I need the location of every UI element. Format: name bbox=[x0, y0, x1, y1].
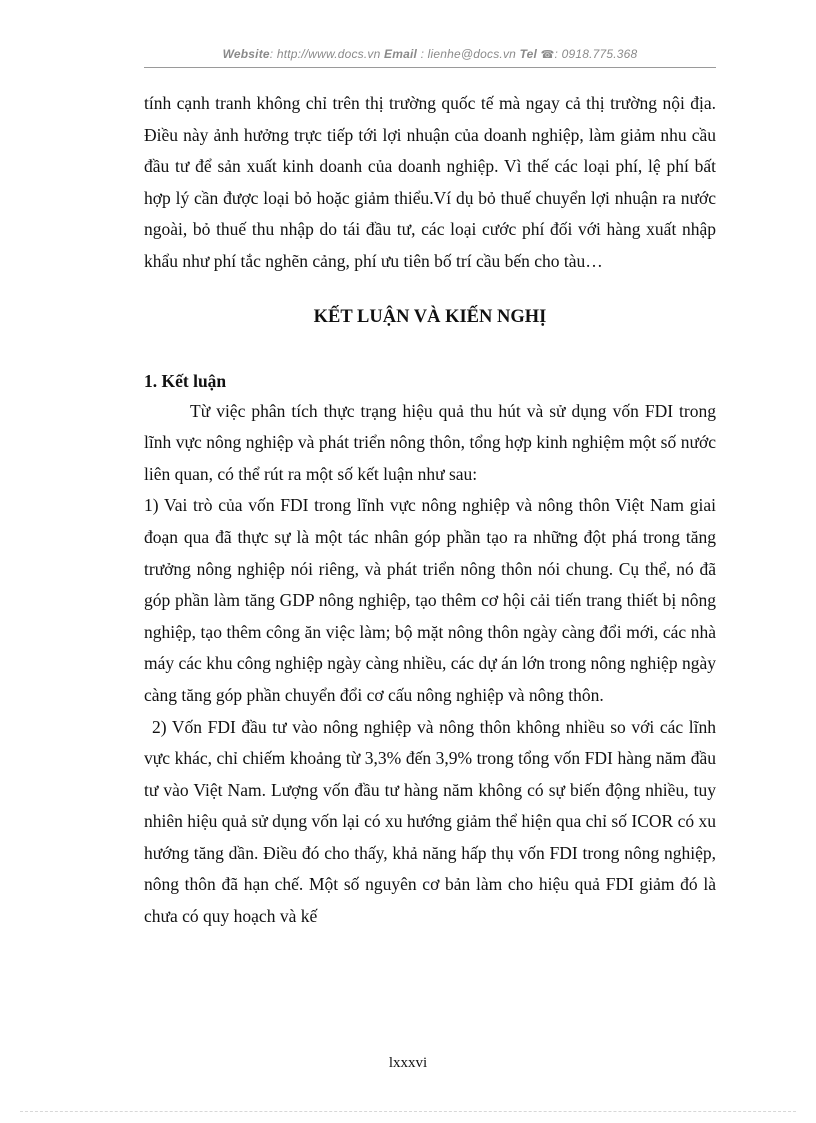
paragraph-point-1: 1) Vai trò của vốn FDI trong lĩnh vực nông nghiệp và nông thôn Việt Nam giai đoạn qua đã thực sự là một tác nhân góp phần tạo ra những đột phá trong tăng trưởng nông nghiệp nói riêng, và phát triển nông thôn nói chung. Cụ thể, nó đã góp phần làm tăng GDP nông nghiệp, tạo thêm cơ hội cải tiến trang thiết bị nông nghiệp, tạo thêm công ăn việc làm; bộ mặt nông thôn ngày càng đổi mới, các nhà máy các khu công nghiệp ngày càng nhiều, các dự án lớn trong nông nghiệp ngày càng tăng góp phần chuyển đổi cơ cấu nông nghiệp và nông thôn. bbox=[144, 495, 716, 705]
phone-icon: ☎ bbox=[540, 49, 555, 61]
page-header bbox=[144, 47, 716, 68]
tel-label: Tel bbox=[519, 47, 538, 61]
section-title: KẾT LUẬN VÀ KIẾN NGHỊ bbox=[313, 306, 547, 327]
subheading-conclusion: 1. Kết luận bbox=[144, 370, 227, 391]
email-label: Email bbox=[384, 47, 418, 61]
page-bottom-divider bbox=[20, 1111, 796, 1112]
document-body bbox=[144, 88, 716, 933]
website-value: : http://www.docs.vn bbox=[269, 47, 381, 61]
page-number: lxxxvi bbox=[388, 1055, 428, 1071]
tel-value: : 0918.775.368 bbox=[554, 47, 638, 61]
paragraph-continued: tính cạnh tranh không chỉ trên thị trường quốc tế mà ngay cả thị trường nội địa. Điều này ảnh hưởng trực tiếp tới lợi nhuận của doanh nghiệp, làm giảm nhu cầu đầu tư để sản xuất kinh doanh của doanh nghiệp. Vì thế các loại phí, lệ phí bất hợp lý cần được loại bỏ hoặc giảm thiểu.Ví dụ bỏ thuế chuyển lợi nhuận ra nước ngoài, bỏ thuế thu nhập do tái đầu tư, các loại cước phí đối với hàng xuất nhập khẩu như phí tắc nghẽn cảng, phí ưu tiên bố trí cầu bến cho tàu… bbox=[144, 93, 716, 271]
paragraph-intro: Từ việc phân tích thực trạng hiệu quả thu hút và sử dụng vốn FDI trong lĩnh vực nông nghiệp và phát triển nông thôn, tổng hợp kinh nghiệm một số nước liên quan, có thể rút ra một số kết luận như sau: bbox=[144, 400, 716, 484]
website-label: Website bbox=[222, 47, 270, 61]
paragraph-point-2: 2) Vốn FDI đầu tư vào nông nghiệp và nông thôn không nhiều so với các lĩnh vực khác, chỉ chiếm khoảng từ 3,3% đến 3,9% trong tổng vốn FDI hàng năm đầu tư vào Việt Nam. Lượng vốn đầu tư hàng năm không có sự biến động nhiều, tuy nhiên hiệu quả sử dụng vốn lại có xu hướng giảm thể hiện qua chỉ số ICOR có xu hướng tăng dần. Điều đó cho thấy, khả năng hấp thụ vốn FDI trong nông nghiệp, nông thôn đã hạn chế. Một số nguyên cơ bản làm cho hiệu quả FDI giảm đó là chưa có quy hoạch và kế bbox=[144, 716, 716, 927]
email-value: : lienhe@docs.vn bbox=[420, 47, 517, 61]
